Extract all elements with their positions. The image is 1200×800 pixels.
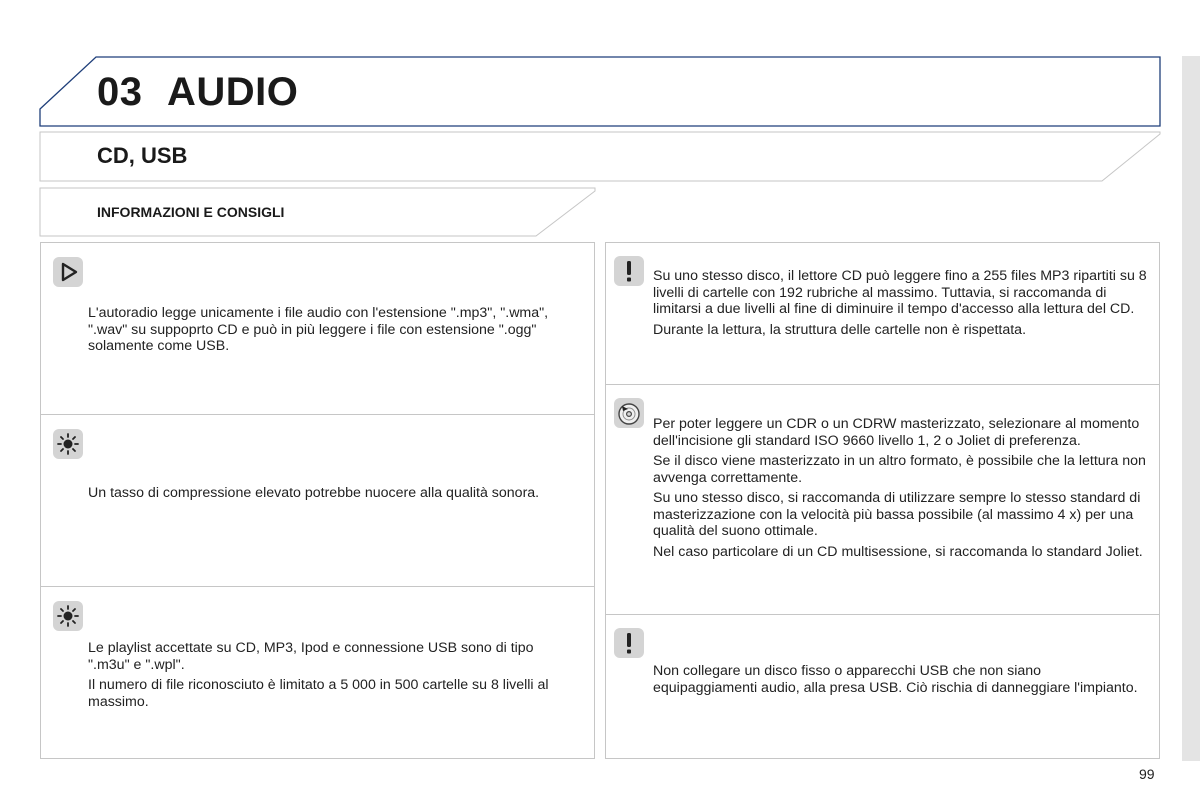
section-title: CD, USB — [97, 143, 188, 168]
info-panel-compression — [40, 414, 595, 587]
sun-tip-icon — [52, 600, 84, 632]
panel-paragraph: L'autoradio legge unicamente i file audio con l'estensione ".mp3", ".wma", ".wav" su suppoprto CD e può in più leggere i file con estensione ".ogg" solamente come USB. — [88, 305, 549, 354]
info-panel-usb-warning — [605, 614, 1160, 759]
panel-paragraph: Durante la lettura, la struttura delle cartelle non è rispettata. — [653, 321, 1027, 338]
play-triangle-icon — [52, 256, 84, 288]
chapter-number: 03 — [97, 70, 143, 114]
panel-paragraph: Per poter leggere un CDR o un CDRW masterizzato, selezionare al momento dell'incisione gli standard ISO 9660 livello 1, 2 o Joliet di preferenza. — [653, 416, 1140, 449]
panel-paragraph: Su uno stesso disco, il lettore CD può leggere fino a 255 files MP3 ripartiti su 8 livelli di cartelle con 192 rubriche al massimo. Tuttavia, si raccomanda di limitarsi a due livelli al fine di diminuire il tempo d'accesso alla lettura del CD. — [653, 268, 1147, 317]
cd-disc-icon — [613, 397, 645, 429]
panel-paragraph: Le playlist accettate su CD, MP3, Ipod e connessione USB sono di tipo ".m3u" e ".wpl". — [88, 640, 534, 673]
info-panel-mp3-limits — [605, 242, 1160, 385]
page-edge-tab — [1182, 56, 1200, 761]
page-number: 99 — [1139, 766, 1155, 782]
info-panel-audio-formats — [40, 242, 595, 415]
panel-paragraph: Su uno stesso disco, si raccomanda di utilizzare sempre lo stesso standard di masterizzazione con la velocità più bassa possibile (al massimo 4 x) per una qualità del suono ottimale. — [653, 490, 1141, 539]
panel-paragraph: Il numero di file riconosciuto è limitato a 5 000 in 500 cartelle su 8 livelli al massimo. — [88, 677, 549, 710]
warning-exclamation-icon — [613, 627, 645, 659]
warning-exclamation-icon — [613, 255, 645, 287]
section-header-frame — [40, 132, 1160, 181]
panel-paragraph: Se il disco viene masterizzato in un altro formato, è possibile che la lettura non avvenga correttamente. — [653, 453, 1146, 486]
info-panel-cdr-burning — [605, 384, 1160, 615]
panel-paragraph: Un tasso di compressione elevato potrebbe nuocere alla qualità sonora. — [88, 485, 540, 501]
sun-tip-icon — [52, 428, 84, 460]
info-panel-playlists — [40, 586, 595, 759]
panel-paragraph: Non collegare un disco fisso o apparecchi USB che non siano equipaggiamenti audio, alla presa USB. Ciò rischia di danneggiare l'impianto. — [653, 663, 1138, 696]
subsection-title: INFORMAZIONI E CONSIGLI — [97, 204, 285, 220]
panel-paragraph: Nel caso particolare di un CD multisessione, si raccomanda lo standard Joliet. — [653, 543, 1143, 560]
chapter-title: AUDIO — [167, 70, 299, 114]
